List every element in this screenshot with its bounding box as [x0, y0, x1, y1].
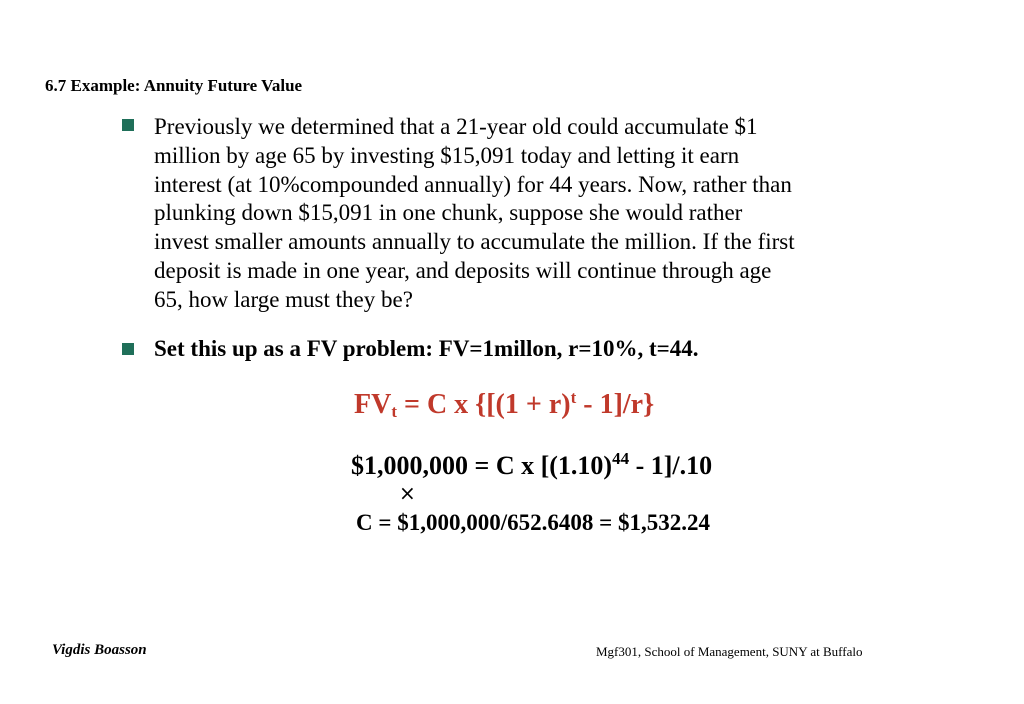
equation-substituted [351, 451, 712, 481]
bullet-square-icon [122, 343, 134, 355]
slide-title: 6.7 Example: Annuity Future Value [45, 76, 303, 95]
paragraph-line: deposit is made in one year, and deposits will continue through age [154, 257, 772, 283]
setup-paragraph: Set this up as a FV problem: FV=1millon, r=10%, t=44. [154, 336, 699, 361]
times-icon: × [399, 481, 416, 505]
footer-course: Mgf301, School of Management, SUNY at Buffalo [596, 644, 863, 659]
bullet-square-icon [122, 119, 134, 131]
formula-lhs: FV [354, 389, 392, 420]
problem-paragraph [154, 113, 924, 315]
formula-rhs: - 1]/r} [576, 389, 655, 420]
equation-exponent: 44 [612, 449, 630, 468]
formula-exponent: t [570, 388, 577, 407]
formula-subscript: t [391, 402, 397, 421]
equation-solution: C = $1,000,000/652.6408 = $1,532.24 [356, 510, 710, 535]
paragraph-line: interest (at 10%compounded annually) for 44 years. Now, rather than [154, 171, 792, 197]
annuity-fv-formula [354, 389, 654, 421]
formula-middle: = C x {[(1 + r) [397, 389, 571, 420]
footer-author: Vigdis Boasson [52, 642, 147, 658]
equation-main: $1,000,000 = C x [(1.10) [351, 451, 613, 480]
paragraph-line: million by age 65 by investing $15,091 today and letting it earn [154, 142, 740, 168]
equation-tail: - 1]/.10 [629, 451, 713, 480]
paragraph-line: 65, how large must they be? [154, 286, 413, 312]
paragraph-line: Previously we determined that a 21-year old could accumulate $1 [154, 114, 758, 139]
paragraph-line: plunking down $15,091 in one chunk, suppose she would rather [154, 200, 743, 226]
paragraph-line: invest smaller amounts annually to accumulate the million. If the first [154, 229, 795, 255]
